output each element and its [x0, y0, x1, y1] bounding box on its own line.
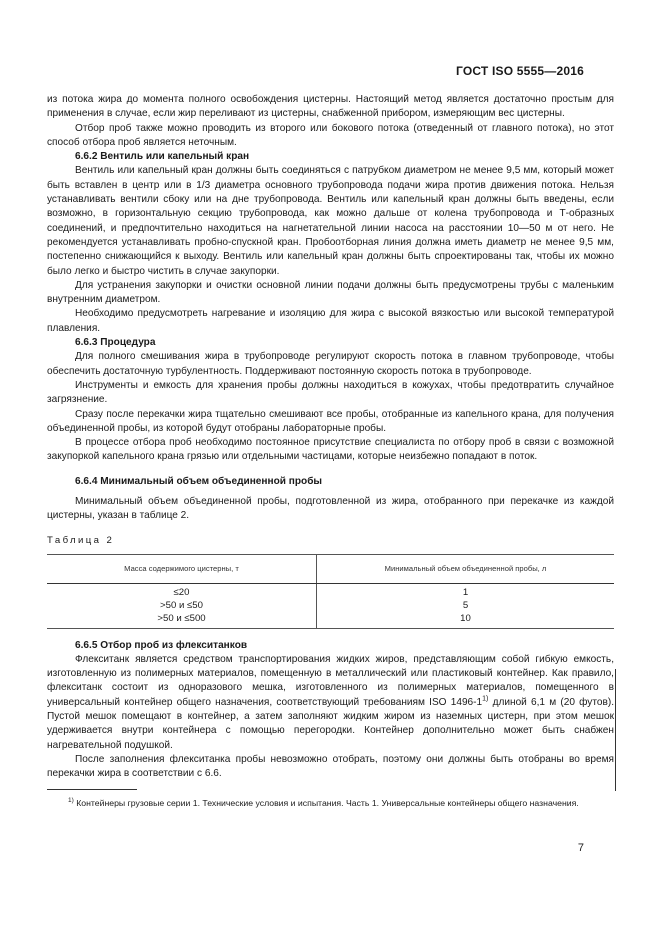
paragraph: Необходимо предусмотреть нагревание и изоляцию для жира с высокой вязкостью или высокой температурой плавления.	[47, 308, 614, 334]
paragraph: из потока жира до момента полного освобождения цистерны. Настоящий метод является достаточно простым для применения в случае, если жир переливают из цистерны, снабженной прибором, измеряющим вес цистерны.	[47, 94, 614, 120]
table-header-volume: Минимальный объем объединенной пробы, л	[317, 554, 615, 583]
paragraph: Сразу после перекачки жира тщательно смешивают все пробы, отобранные из капельного крана, для получения объединенной пробы, из которой будут отобраны лабораторные пробы.	[47, 408, 614, 434]
paragraph: Для полного смешивания жира в трубопроводе регулируют скорость потока в главном трубопроводе, чтобы обеспечить достаточную турбулентность. Поддерживают постоянную скорость потока в трубопроводе.	[47, 351, 614, 377]
footnote-divider	[47, 789, 137, 790]
footnote: $^{1)}$ Контейнеры грузовые серии 1. Технические условия и испытания. Часть 1. Универсальные контейнеры общего назначения.	[68, 797, 579, 809]
table-cell-mass: >50 и ≤50	[160, 600, 203, 612]
paragraph: После заполнения флекситанка пробы невозможно отобрать, поэтому они должны быть отобраны во время перекачки жира в соответствии с 6.6.	[47, 753, 614, 780]
change-bar	[615, 669, 616, 791]
standard-code: ГОСТ ISO 5555—2016	[455, 64, 584, 78]
table-2	[47, 554, 614, 629]
paragraph: Для устранения закупорки и очистки основной линии подачи должны быть предусмотрены трубы с маленьким внутренним диаметром.	[47, 279, 614, 306]
paragraph: Вентиль или капельный кран должны быть соединяться с патрубком диаметром не менее 9,5 мм, который может быть вставлен в центр или в 1/3 диаметра основного трубопровода подачи жира против движения потока. Нельзя устанавливать вентили сбоку или на дне трубопровода. Вентиль или капельный кран должны быть введены, если возможно, в горизонтальную секцию трубопровода, как можно дальше от колена трубопровода и Т-образных соединений, и предпочтительно находиться на нагнетательной линии насоса на расстоянии 10—50 м от него. Не рекомендуется устанавливать пробно-спускной кран. Пробоотборная линия должна иметь диаметр не менее 9,5 мм, постепенно снижающийся к выходу. Вентиль или капельный кран должны быть спроектированы так, чтобы их можно было легко и быстро чистить в случае закупорки.	[47, 165, 614, 277]
table-cell-volume: 5	[317, 599, 615, 612]
section-heading-6-6-2: 6.6.2 Вентиль или капельный кран	[75, 151, 250, 163]
section-heading-6-6-3: 6.6.3 Процедура	[75, 337, 156, 349]
footnote-marker: 1)	[68, 797, 74, 805]
table-row	[47, 599, 614, 612]
table-caption: Таблица 2	[47, 534, 115, 546]
table-row	[47, 583, 614, 599]
paragraph: Отбор проб также можно проводить из второго или бокового потока (отведенный от главного потока), но этот способ отбора проб является неточным.	[47, 122, 614, 148]
section-heading-6-6-5: 6.6.5 Отбор проб из флекситанков	[75, 639, 248, 651]
table-cell-mass: ≤20	[173, 586, 190, 598]
table-cell-volume: 10	[317, 612, 615, 628]
table-header-mass: Масса содержимого цистерны, т	[47, 554, 317, 583]
document-body	[47, 93, 614, 809]
paragraph: В процессе отбора проб необходимо постоянное присутствие специалиста по отбору проб в связи с возможной закупоркой капельного крана грязью или отдельными частицами, которые неизбежно попадают в поток.	[47, 437, 614, 463]
section-heading-6-6-4: 6.6.4 Минимальный объем объединенной пробы	[75, 475, 323, 487]
table-cell-mass: >50 и ≤500	[47, 612, 317, 628]
paragraph: Инструменты и емкость для хранения пробы должны находиться в кожухах, чтобы предотвратить случайное загрязнение.	[47, 379, 614, 406]
table-cell-volume: 1	[317, 583, 615, 599]
table-row	[47, 612, 614, 628]
footnote-ref: 1)	[482, 695, 489, 703]
paragraph: Флекситанк является средством транспортирования жидких жиров, представляющим собой гибкую емкость, изготовленную из полимерных материалов, помещенную в металлический или пластиковый контейнер. Как правило, флекситанк состоит из одноразового мешка, изготовленного из полимерных материалов, помещенного в универсальный контейнер общего назначения, соответствующий требованиям ISO 1496-1$^{1)}$ длиной 6,1 м (20 футов). Пустой мешок помещают в контейнер, а затем заполняют жидким жиром из наземных цистерн, при этом мешок удерживается внутри контейнера с помощью перегородки. Контейнер дополнительно может быть снабжен нагревательной подушкой.	[47, 653, 615, 751]
page-number: 7	[577, 842, 584, 854]
paragraph: Минимальный объем объединенной пробы, подготовленной из жира, отобранного при перекачке из каждой цистерны, указан в таблице 2.	[47, 496, 614, 522]
